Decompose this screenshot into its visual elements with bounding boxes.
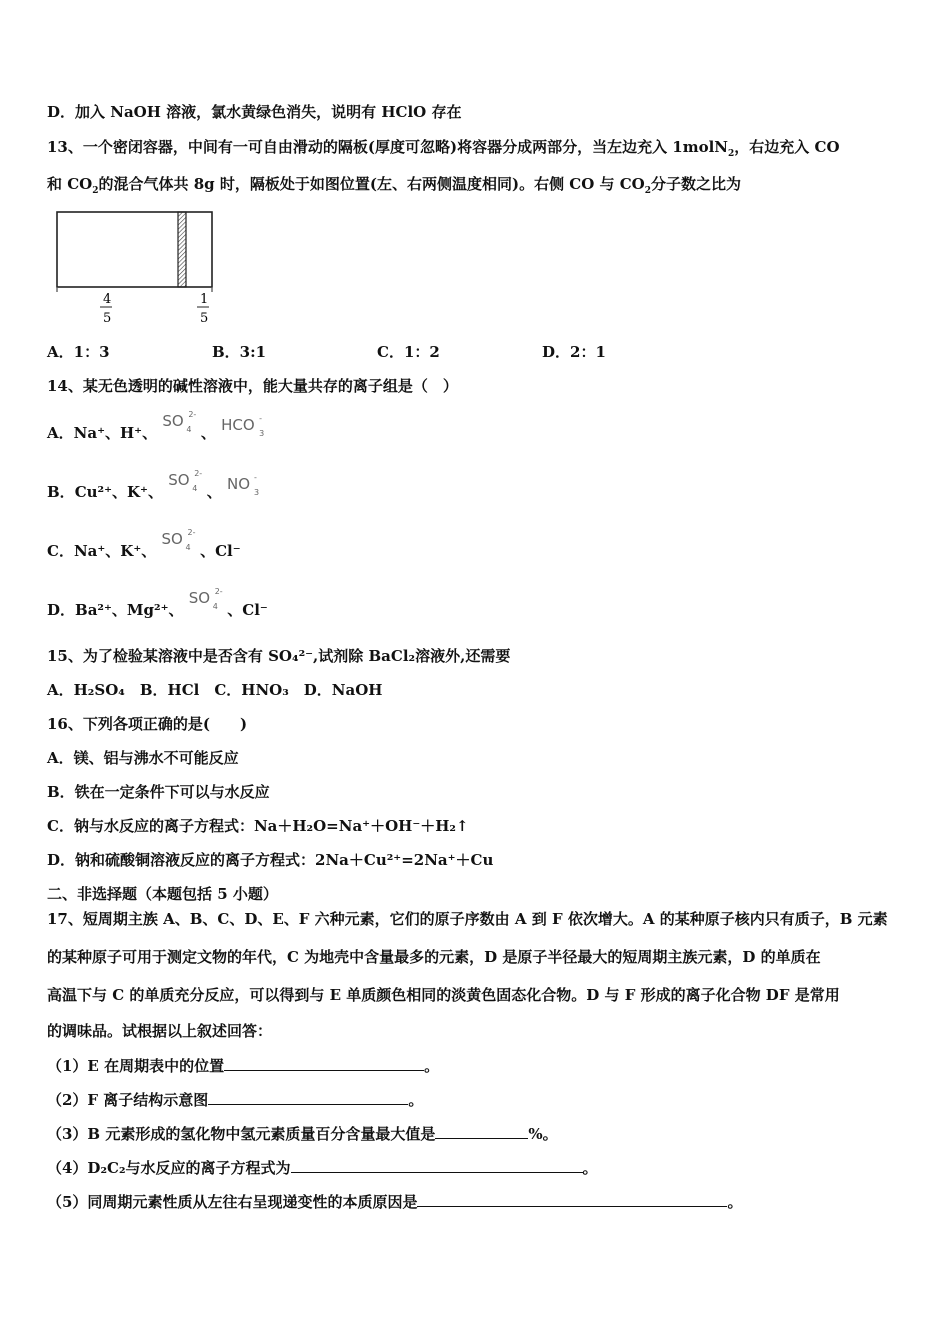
answer-blank[interactable] [435,1124,528,1139]
sulfate-ion: SO 2- 4 [162,410,197,434]
sulfate-ion: SO 2- 4 [161,528,196,552]
q16-stem: 16、下列各项正确的是( ) [47,715,248,733]
q16-option-b: B．铁在一定条件下可以与水反应 [47,783,270,801]
bicarbonate-ion: HCO - 3 [221,414,265,438]
q13-option-b: B．3:1 [212,343,267,361]
fig-left-denominator: 5 [103,311,112,326]
q14-option-a: A．Na⁺、H⁺、 SO 2- 4 、 HCO - 3 [47,410,265,442]
fig-right-denominator: 5 [200,311,209,326]
q13-stem-line1: 13、一个密闭容器，中间有一可自由滑动的隔板(厚度可忽略)将容器分成两部分，当左边充入 1molN$_2$，右边充入 CO [47,138,840,159]
q14-option-b: B．Cu²⁺、K⁺、 SO 2- 4 、 NO - 3 [47,469,260,501]
q17-stem-line1: 17、短周期主族 A、B、C、D、E、F 六种元素，它们的原子序数由 A 到 F 依次增大。A 的某种原子核内只有质子，B 元素 [47,910,888,928]
q13-option-d: D．2：1 [542,343,606,361]
nitrate-ion: NO - 3 [227,473,260,497]
q17-stem-line3: 高温下与 C 的单质充分反应，可以得到与 E 单质颜色相同的淡黄色固态化合物。D 与 F 形成的离子化合物 DF 是常用 [47,986,840,1004]
sulfate-ion: SO 2- 4 [168,469,203,493]
q17-sub2: （2）F 离子结构示意图 。 [47,1091,424,1109]
q14-option-d: D．Ba²⁺、Mg²⁺、 SO 2- 4 、Cl⁻ [47,587,268,619]
container-partition-diagram [50,200,225,330]
q15-options: A．H₂SO₄ B．HCl C．HNO₃ D．NaOH [47,681,383,699]
q16-option-a: A．镁、铝与沸水不可能反应 [47,749,239,767]
q17-sub4: （4）D₂C₂与水反应的离子方程式为 。 [47,1159,598,1177]
q17-sub1: （1）E 在周期表中的位置 。 [47,1057,440,1075]
q17-sub5: （5）同周期元素性质从左往右呈现递变性的本质原因是 。 [47,1193,743,1211]
sulfate-ion: SO 2- 4 [188,587,223,611]
answer-blank[interactable] [224,1056,424,1071]
answer-blank[interactable] [208,1090,408,1105]
q12-option-d: D．加入 NaOH 溶液，氯水黄绿色消失，说明有 HClO 存在 [47,103,462,121]
answer-blank[interactable] [291,1158,583,1173]
fig-right-numerator: 1 [200,292,209,307]
container-outline [57,212,212,287]
answer-blank[interactable] [417,1192,727,1207]
sliding-partition [178,212,186,287]
q15-stem: 15、为了检验某溶液中是否含有 SO₄²⁻,试剂除 BaCl₂溶液外,还需要 [47,647,511,665]
q13-stem-line2: 和 $CO_2$的混合气体共 8g 时，隔板处于如图位置(左、右两侧温度相同)。右侧 CO 与 $CO_2$分子数之比为 [47,175,742,196]
q16-option-c: C．钠与水反应的离子方程式：Na＋H₂O=Na⁺＋OH⁻＋H₂↑ [47,817,469,835]
q17-sub3: （3）B 元素形成的氢化物中氢元素质量百分含量最大值是 %。 [47,1125,558,1143]
q13-option-c: C．1：2 [377,343,440,361]
section-2-heading: 二、非选择题（本题包括 5 小题） [47,885,278,903]
q17-stem-line4: 的调味品。试根据以上叙述回答： [47,1022,273,1040]
q16-option-d: D．钠和硫酸铜溶液反应的离子方程式：2Na＋Cu²⁺=2Na⁺＋Cu [47,851,494,869]
q14-stem: 14、某无色透明的碱性溶液中，能大量共存的离子组是（ ） [47,377,458,395]
q13-option-a: A．1：3 [47,343,110,361]
q17-stem-line2: 的某种原子可用于测定文物的年代，C 为地壳中含量最多的元素，D 是原子半径最大的短周期主族元素，D 的单质在 [47,948,821,966]
fig-left-numerator: 4 [103,292,112,307]
q14-option-c: C．Na⁺、K⁺、 SO 2- 4 、Cl⁻ [47,528,241,560]
